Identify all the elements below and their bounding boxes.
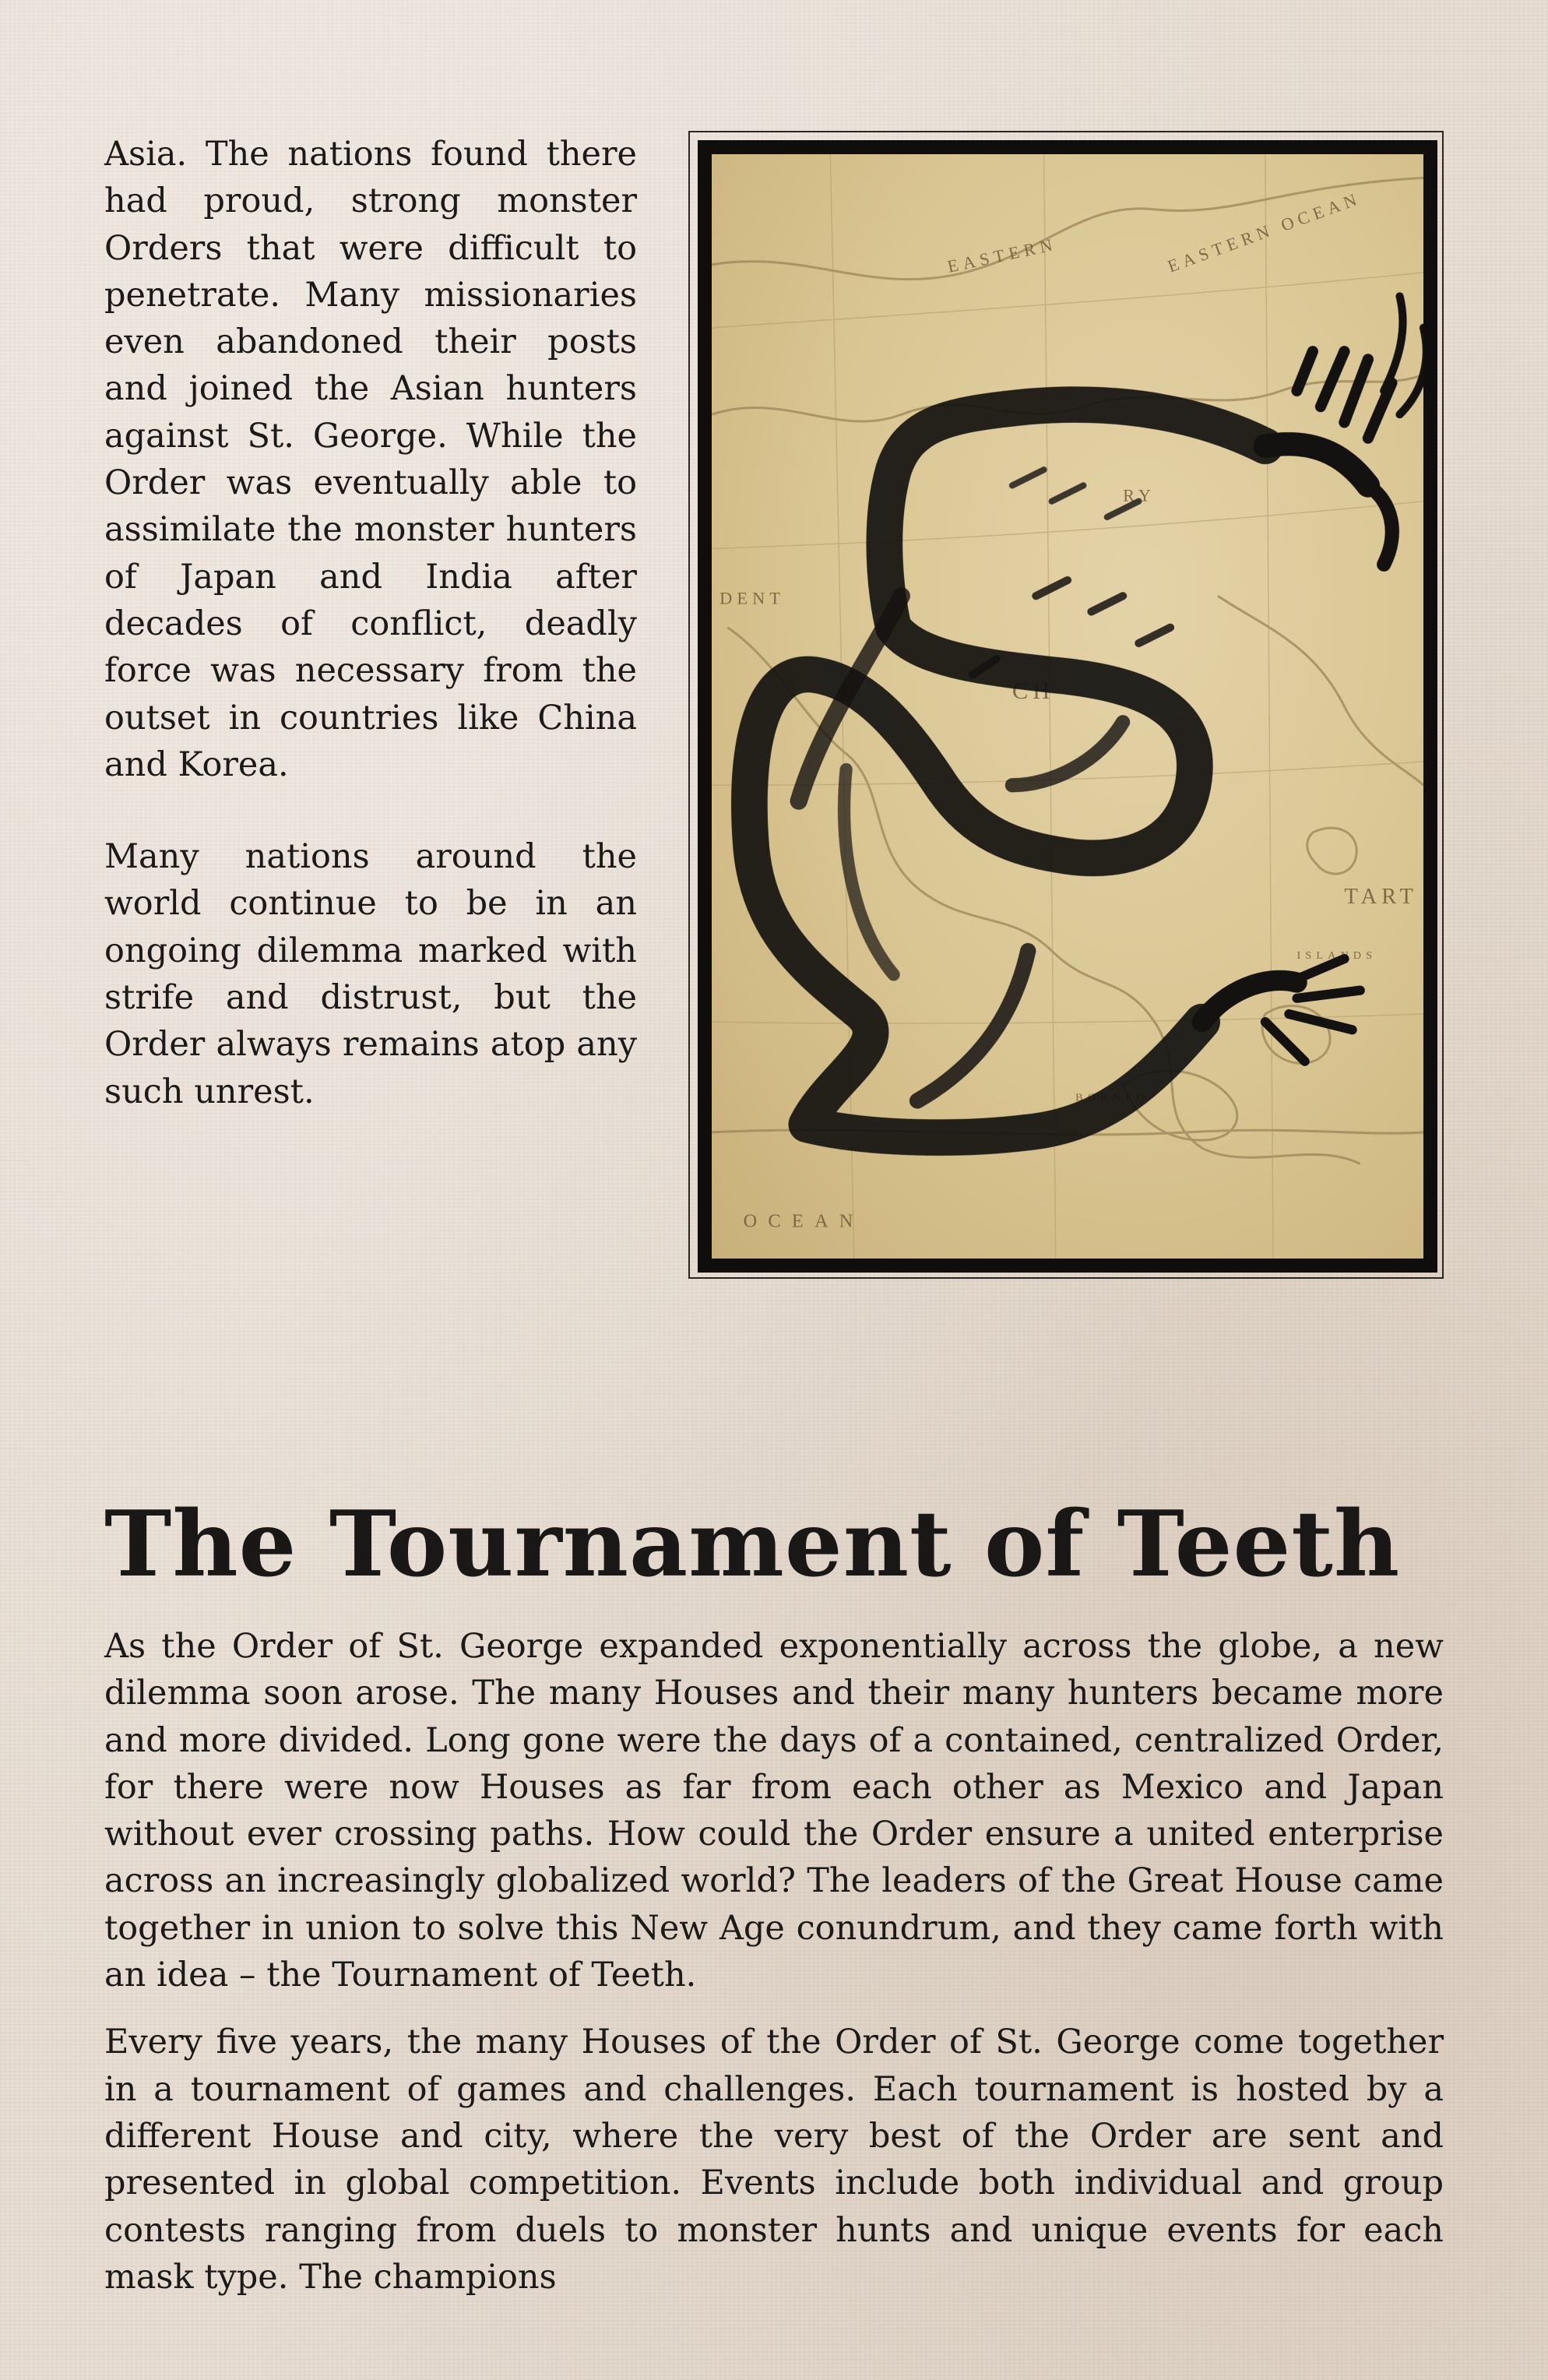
map-label: EASTERN bbox=[945, 234, 1059, 276]
map-label: EASTERN OCEAN bbox=[1165, 188, 1364, 276]
paragraph: Asia. The nations found there had proud, strong monster Orders that were difficult to penetrate. Many missionaries even abandoned their posts and joined the Asian hunters against St. George. While the Order was eventually able to assimilate the monster hunters of Japan and India after decades of conflict, deadly force was necessary from the outset in countries like China and Korea. bbox=[104, 135, 637, 784]
map-label: OCEAN bbox=[743, 1210, 864, 1232]
section-heading: The Tournament of Teeth bbox=[104, 1491, 1401, 1597]
map-label: TART bbox=[1344, 885, 1419, 910]
left-column-text bbox=[104, 131, 637, 1115]
paragraph: Many nations around the world continue to be in an ongoing dilemma marked with strife and distrust, but the Order always remains atop any such unrest. bbox=[104, 837, 637, 1111]
map-label: ISLANDS bbox=[1296, 949, 1377, 963]
map-label: RY bbox=[1123, 485, 1156, 505]
dragon-ink bbox=[749, 296, 1423, 1137]
illustration-frame bbox=[698, 140, 1437, 1273]
map-label: CH bbox=[1011, 677, 1055, 704]
paragraph: Every five years, the many Houses of the Order of St. George come together in a tournament of games and challenges. Each tournament is hosted by a different House and city, where the very best of the Order are sent and presented in global competition. Events include both individual and group contests ranging from duels to monster hunts and unique events for each mask type. The champions bbox=[104, 2023, 1444, 2297]
dragon-map-illustration bbox=[688, 131, 1444, 1279]
map-and-dragon-art bbox=[712, 154, 1423, 1259]
map-label: BORNEO bbox=[1075, 1091, 1150, 1104]
map-label: DENT bbox=[719, 588, 786, 608]
paragraph: As the Order of St. George expanded exponentially across the globe, a new dilemma soon arose. The many Houses and their many hunters became more and more divided. Long gone were the days of a contained, centralized Order, for there were now Houses as far from each other as Mexico and Japan without ever crossing paths. How could the Order ensure a united enterprise across an increasingly globalized world? The leaders of the Great House came together in union to solve this New Age conundrum, and they came forth with an idea – the Tournament of Teeth. bbox=[104, 1627, 1444, 1995]
section-body bbox=[104, 1623, 1444, 2321]
